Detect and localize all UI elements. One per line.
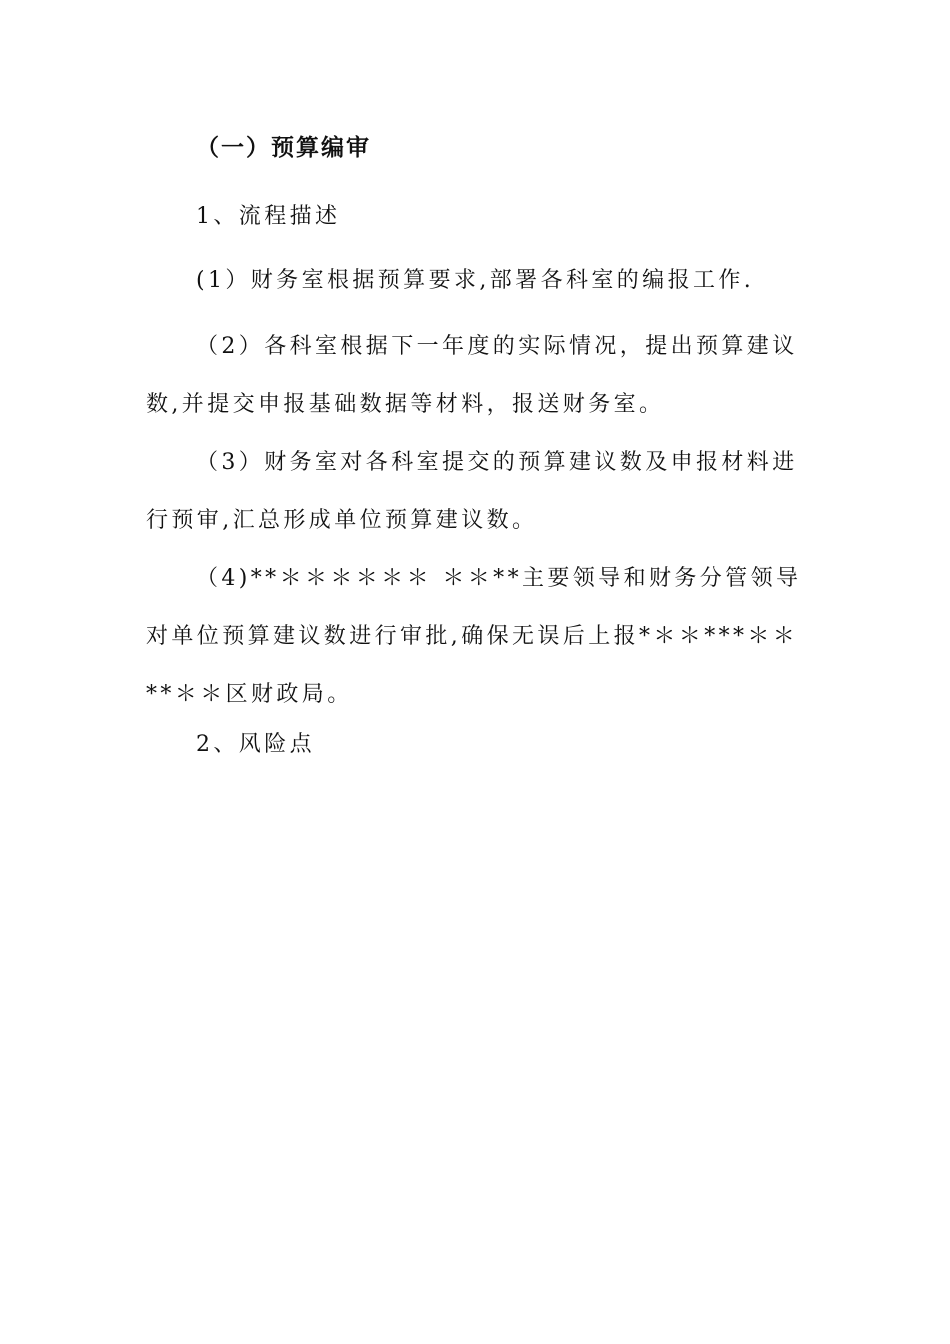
subheading-process-description: 1、流程描述 bbox=[196, 204, 341, 229]
paragraph-1: (1）财务室根据预算要求,部署各科室的编报工作. bbox=[196, 268, 755, 293]
paragraph-3: （3）财务室对各科室提交的预算建议数及申报材料进行预审,汇总形成单位预算建议数。 bbox=[146, 450, 798, 533]
paragraph-4: （4)**＊＊＊＊＊＊ ＊＊**主要领导和财务分管领导对单位预算建议数进行审批,确保无误后上报*＊＊***＊＊**＊＊区财政局。 bbox=[146, 566, 802, 707]
paragraph-2: （2）各科室根据下一年度的实际情况，提出预算建议数,并提交申报基础数据等材料，报送财务室。 bbox=[146, 334, 798, 417]
subheading-risk-points: 2、风险点 bbox=[196, 732, 315, 757]
section-heading: （一）预算编审 bbox=[196, 135, 371, 161]
